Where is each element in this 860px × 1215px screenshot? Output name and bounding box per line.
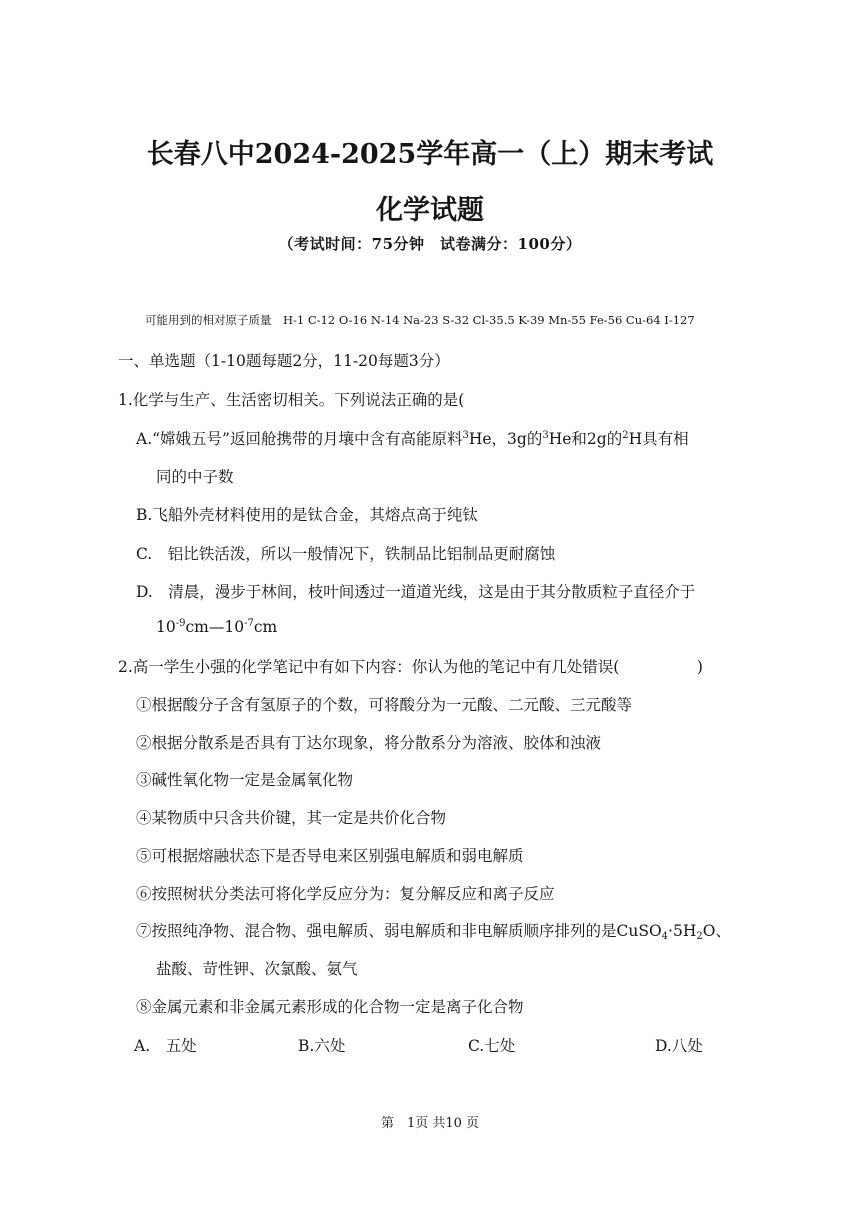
question-2-item-7-cont: 盐酸、苛性钾、次氯酸、氨气 [156, 960, 358, 978]
question-2-item: ⑤可根据熔融状态下是否导电来区别强电解质和弱电解质 [136, 847, 524, 865]
question-2-stem: 2.高一学生小强的化学笔记中有如下内容：你认为他的笔记中有几处错误( ) [118, 658, 703, 676]
section-heading: 一、单选题（1-10题每题2分，11-20每题3分） [118, 352, 450, 370]
question-2-item: ②根据分散系是否具有丁达尔现象，将分散系分为溶液、胶体和浊液 [136, 734, 602, 752]
atomic-masses: 可能用到的相对原子质量 H-1 C-12 O-16 N-14 Na-23 S-32 Cl-35.5 K-39 Mn-55 Fe-56 Cu-64 I-127 [145, 313, 695, 327]
question-2-item-8: ⑧金属元素和非金属元素形成的化合物一定是离子化合物 [136, 998, 524, 1016]
question-2-item-7: ⑦按照纯净物、混合物、强电解质、弱电解质和非电解质顺序排列的是$CuSO_4\cdot 5H_2O$、 [136, 922, 731, 942]
exam-info: （考试时间：75分钟 试卷满分：100分） [278, 235, 582, 253]
question-2-option-d: D.八处 [655, 1037, 703, 1055]
exam-subtitle: 化学试题 [376, 195, 484, 226]
question-1-option-d-cont: $10^{-9}cm—10^{-7}cm$ [156, 618, 278, 636]
question-1-stem: 1.化学与生产、生活密切相关。下列说法正确的是( [118, 391, 465, 409]
question-2-item: ①根据酸分子含有氢原子的个数，可将酸分为一元酸、二元酸、三元酸等 [136, 696, 633, 714]
exam-title: 长春八中2024-2025学年高一（上）期末考试 [146, 139, 714, 170]
question-2-option-c: C.七处 [468, 1037, 516, 1055]
question-1-option-a: A.“嫦娥五号”返回舱携带的月壤中含有高能原料$^3$He，3g的$^3$He和2g的$^2$H具有相 [136, 430, 689, 448]
question-1-option-d: D. 清晨，漫步于林间，枝叶间透过一道道光线，这是由于其分散质粒子直径介于 [136, 583, 696, 601]
question-2-option-a: A. 五处 [134, 1037, 197, 1055]
question-1-option-c: C. 铝比铁活泼，所以一般情况下，铁制品比铝制品更耐腐蚀 [136, 545, 556, 563]
question-2-option-b: B.六处 [298, 1037, 346, 1055]
question-2-item: ⑥按照树状分类法可将化学反应分为：复分解反应和离子反应 [136, 885, 555, 903]
page-footer: 第 1页 共10 页 [380, 1116, 480, 1131]
question-1-option-a-cont: 同的中子数 [156, 468, 234, 486]
question-2-item: ③碱性氧化物一定是金属氧化物 [136, 771, 354, 789]
question-1-option-b: B.飞船外壳材料使用的是钛合金，其熔点高于纯钛 [136, 506, 478, 524]
question-2-item: ④某物质中只含共价键，其一定是共价化合物 [136, 809, 447, 827]
